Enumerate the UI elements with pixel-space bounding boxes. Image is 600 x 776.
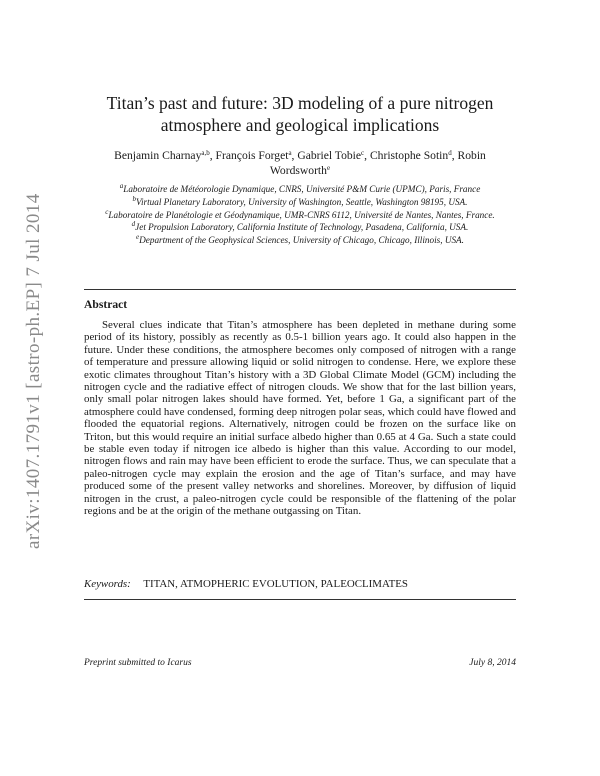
affiliation-item	[88, 221, 512, 234]
paper-title: Titan’s past and future: 3D modeling of a pure nitrogen atmosphere and geological implications	[106, 93, 494, 135]
author-name: Christophe Sotin	[369, 149, 449, 162]
abstract-text: Several clues indicate that Titan’s atmosphere has been depleted in methane during some period of its history, possibly as recently as 0.5-1 billion years ago. It could also happen in the future. Under these conditions, the atmosphere becomes only composed of nitrogen with a range of temperature and pressure allowing liquid or solid nitrogen to condense. Here, we explore these exotic climates throughout Titan’s history with a 3D Global Climate Model (GCM) including the nitrogen cycle and the radiative effect of nitrogen clouds. We show that for the last billion years, only small polar nitrogen lakes should have formed. Yet, before 1 Ga, a significant part of the atmosphere could have condensed, forming deep nitrogen polar seas, which could have flowed and flooded the equatorial regions. Alternatively, nitrogen could be frozen on the surface like on Triton, but this would require an initial surface albedo higher than 0.65 at 4 Ga. Such a state could be stable even today if nitrogen ice albedo is higher than this value. According to our model, nitrogen flows and rain may have been efficient to erode the surface. Thus, we can speculate that a paleo-nitrogen cycle may explain the erosion and the age of Titan’s surface, and may have produced some of the present valley networks and shorelines. Moreover, by diffusion of liquid nitrogen in the crust, a paleo-nitrogen cycle could be responsible of the flattening of the polar regions and be at the origin of the methane outgassing on Titan.	[84, 319, 516, 518]
affiliation-mark: a	[119, 182, 124, 190]
author-name: Gabriel Tobie	[297, 149, 362, 162]
preprint-note: Preprint submitted to Icarus	[84, 658, 192, 668]
author-affiliation-mark: a,b	[201, 149, 210, 157]
affiliation-mark: d	[131, 220, 136, 229]
affiliation-item	[88, 196, 512, 209]
affiliation-mark: b	[132, 194, 137, 203]
author-name: Robin Wordsworth	[269, 149, 486, 177]
author-name: Benjamin Charnay	[114, 149, 202, 162]
affiliation-text: Jet Propulsion Laboratory, California Institute of Technology, Pasadena, California, USA.	[135, 222, 469, 233]
affiliation-mark: e	[136, 233, 140, 242]
affiliation-text: Laboratoire de Planétologie et Géodynamique, UMR-CNRS 6112, Université de Nantes, Nantes, France.	[108, 209, 495, 220]
keywords-line	[84, 578, 408, 590]
affiliation-text: Laboratoire de Météorologie Dynamique, CNRS, Université P&M Curie (UPMC), Paris, France	[123, 184, 481, 194]
affiliation-list	[88, 183, 512, 247]
author-name: François Forget	[215, 149, 289, 162]
author-affiliation-mark: e	[326, 164, 331, 172]
affiliation-text: Department of the Geophysical Sciences, University of Chicago, Chicago, Illinois, USA.	[139, 235, 464, 246]
author-affiliation-mark: d	[448, 149, 452, 157]
abstract-heading: Abstract	[84, 298, 128, 311]
preprint-date: July 8, 2014	[469, 658, 516, 668]
keywords-label: Keywords:	[84, 578, 131, 590]
abstract-bottom-rule	[84, 599, 516, 600]
affiliation-item	[88, 183, 512, 196]
author-affiliation-mark: c	[361, 149, 365, 157]
author-list: Benjamin Charnay$^{a,b}$, François Forget$^a$, Gabriel Tobie$^c$, Christophe Sotin$^d$, Robin Wordsworth$^e$	[114, 149, 486, 177]
affiliation-text: Virtual Planetary Laboratory, University of Washington, Seattle, Washington 98195, USA.	[136, 196, 468, 207]
arxiv-identifier-stamp: arXiv:1407.1791v1 [astro-ph.EP] 7 Jul 2014	[23, 193, 44, 549]
abstract-top-rule	[84, 289, 516, 290]
affiliation-item	[88, 209, 512, 222]
affiliation-item	[88, 234, 512, 247]
affiliation-mark: c	[105, 207, 109, 216]
keywords-value: TITAN, ATMOPHERIC EVOLUTION, PALEOCLIMATES	[143, 578, 408, 590]
author-affiliation-mark: a	[288, 149, 292, 157]
